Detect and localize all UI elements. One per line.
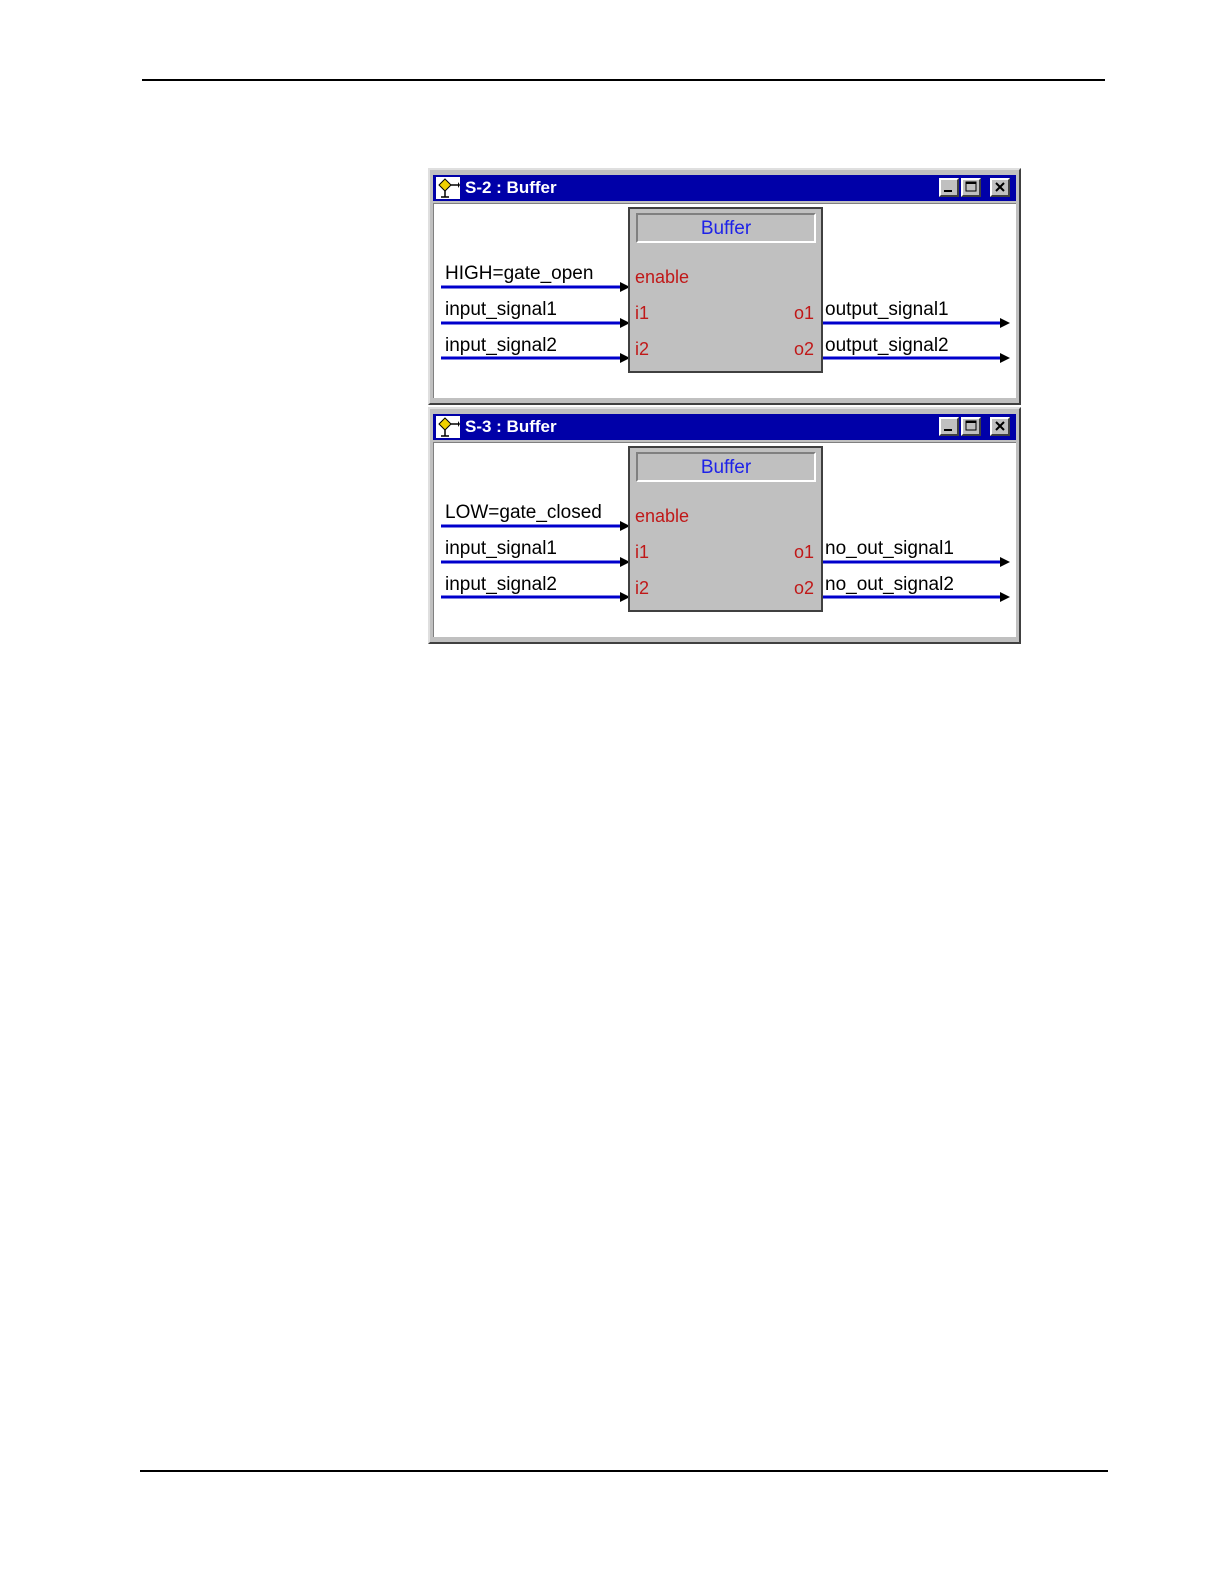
window-s2-buffer[interactable] xyxy=(428,168,1021,405)
port-i2: i2 xyxy=(635,339,650,359)
input-label-i1: input_signal1 xyxy=(445,538,557,559)
page-top-rule xyxy=(142,79,1105,81)
arrow-o2 xyxy=(1000,353,1010,363)
close-icon xyxy=(992,419,1008,434)
arrow-o2 xyxy=(1000,592,1010,602)
input-label-i2: input_signal2 xyxy=(445,574,557,595)
port-o1: o1 xyxy=(794,542,815,562)
port-o1: o1 xyxy=(794,303,815,323)
output-label-o1: no_out_signal1 xyxy=(825,538,954,559)
buffer-block[interactable] xyxy=(628,207,823,373)
yellow-diamond-network-icon xyxy=(436,416,460,438)
window-titlebar[interactable] xyxy=(433,175,1016,201)
port-enable: enable xyxy=(635,506,690,526)
input-label-enable: HIGH=gate_open xyxy=(445,263,594,284)
port-o2: o2 xyxy=(794,339,815,359)
block-title: Buffer xyxy=(636,213,816,243)
port-i2: i2 xyxy=(635,578,650,598)
window-title: S-2 : Buffer xyxy=(465,178,557,197)
yellow-diamond-network-icon xyxy=(436,177,460,199)
block-title: Buffer xyxy=(636,452,816,482)
output-label-o2: no_out_signal2 xyxy=(825,574,954,595)
input-label-i2: input_signal2 xyxy=(445,335,557,356)
page-bottom-rule xyxy=(140,1470,1108,1472)
port-o2: o2 xyxy=(794,578,815,598)
port-i1: i1 xyxy=(635,542,650,562)
window-titlebar[interactable] xyxy=(433,414,1016,440)
close-icon xyxy=(992,180,1008,195)
port-enable: enable xyxy=(635,267,690,287)
arrow-o1 xyxy=(1000,557,1010,567)
window-s3-buffer[interactable] xyxy=(428,407,1021,644)
maximize-icon xyxy=(963,180,979,195)
window-title: S-3 : Buffer xyxy=(465,417,557,436)
port-i1: i1 xyxy=(635,303,650,323)
maximize-icon xyxy=(963,419,979,434)
buffer-block[interactable] xyxy=(628,446,823,612)
minimize-button[interactable] xyxy=(939,178,959,197)
maximize-button[interactable] xyxy=(961,178,981,197)
input-label-i1: input_signal1 xyxy=(445,299,557,320)
diagram-canvas[interactable] xyxy=(433,442,1016,637)
minimize-icon xyxy=(941,180,957,195)
output-label-o1: output_signal1 xyxy=(825,299,949,320)
maximize-button[interactable] xyxy=(961,417,981,436)
output-label-o2: output_signal2 xyxy=(825,335,949,356)
minimize-button[interactable] xyxy=(939,417,959,436)
diagram-canvas[interactable] xyxy=(433,203,1016,398)
arrow-o1 xyxy=(1000,318,1010,328)
minimize-icon xyxy=(941,419,957,434)
close-button[interactable] xyxy=(990,417,1010,436)
input-label-enable: LOW=gate_closed xyxy=(445,502,602,523)
close-button[interactable] xyxy=(990,178,1010,197)
